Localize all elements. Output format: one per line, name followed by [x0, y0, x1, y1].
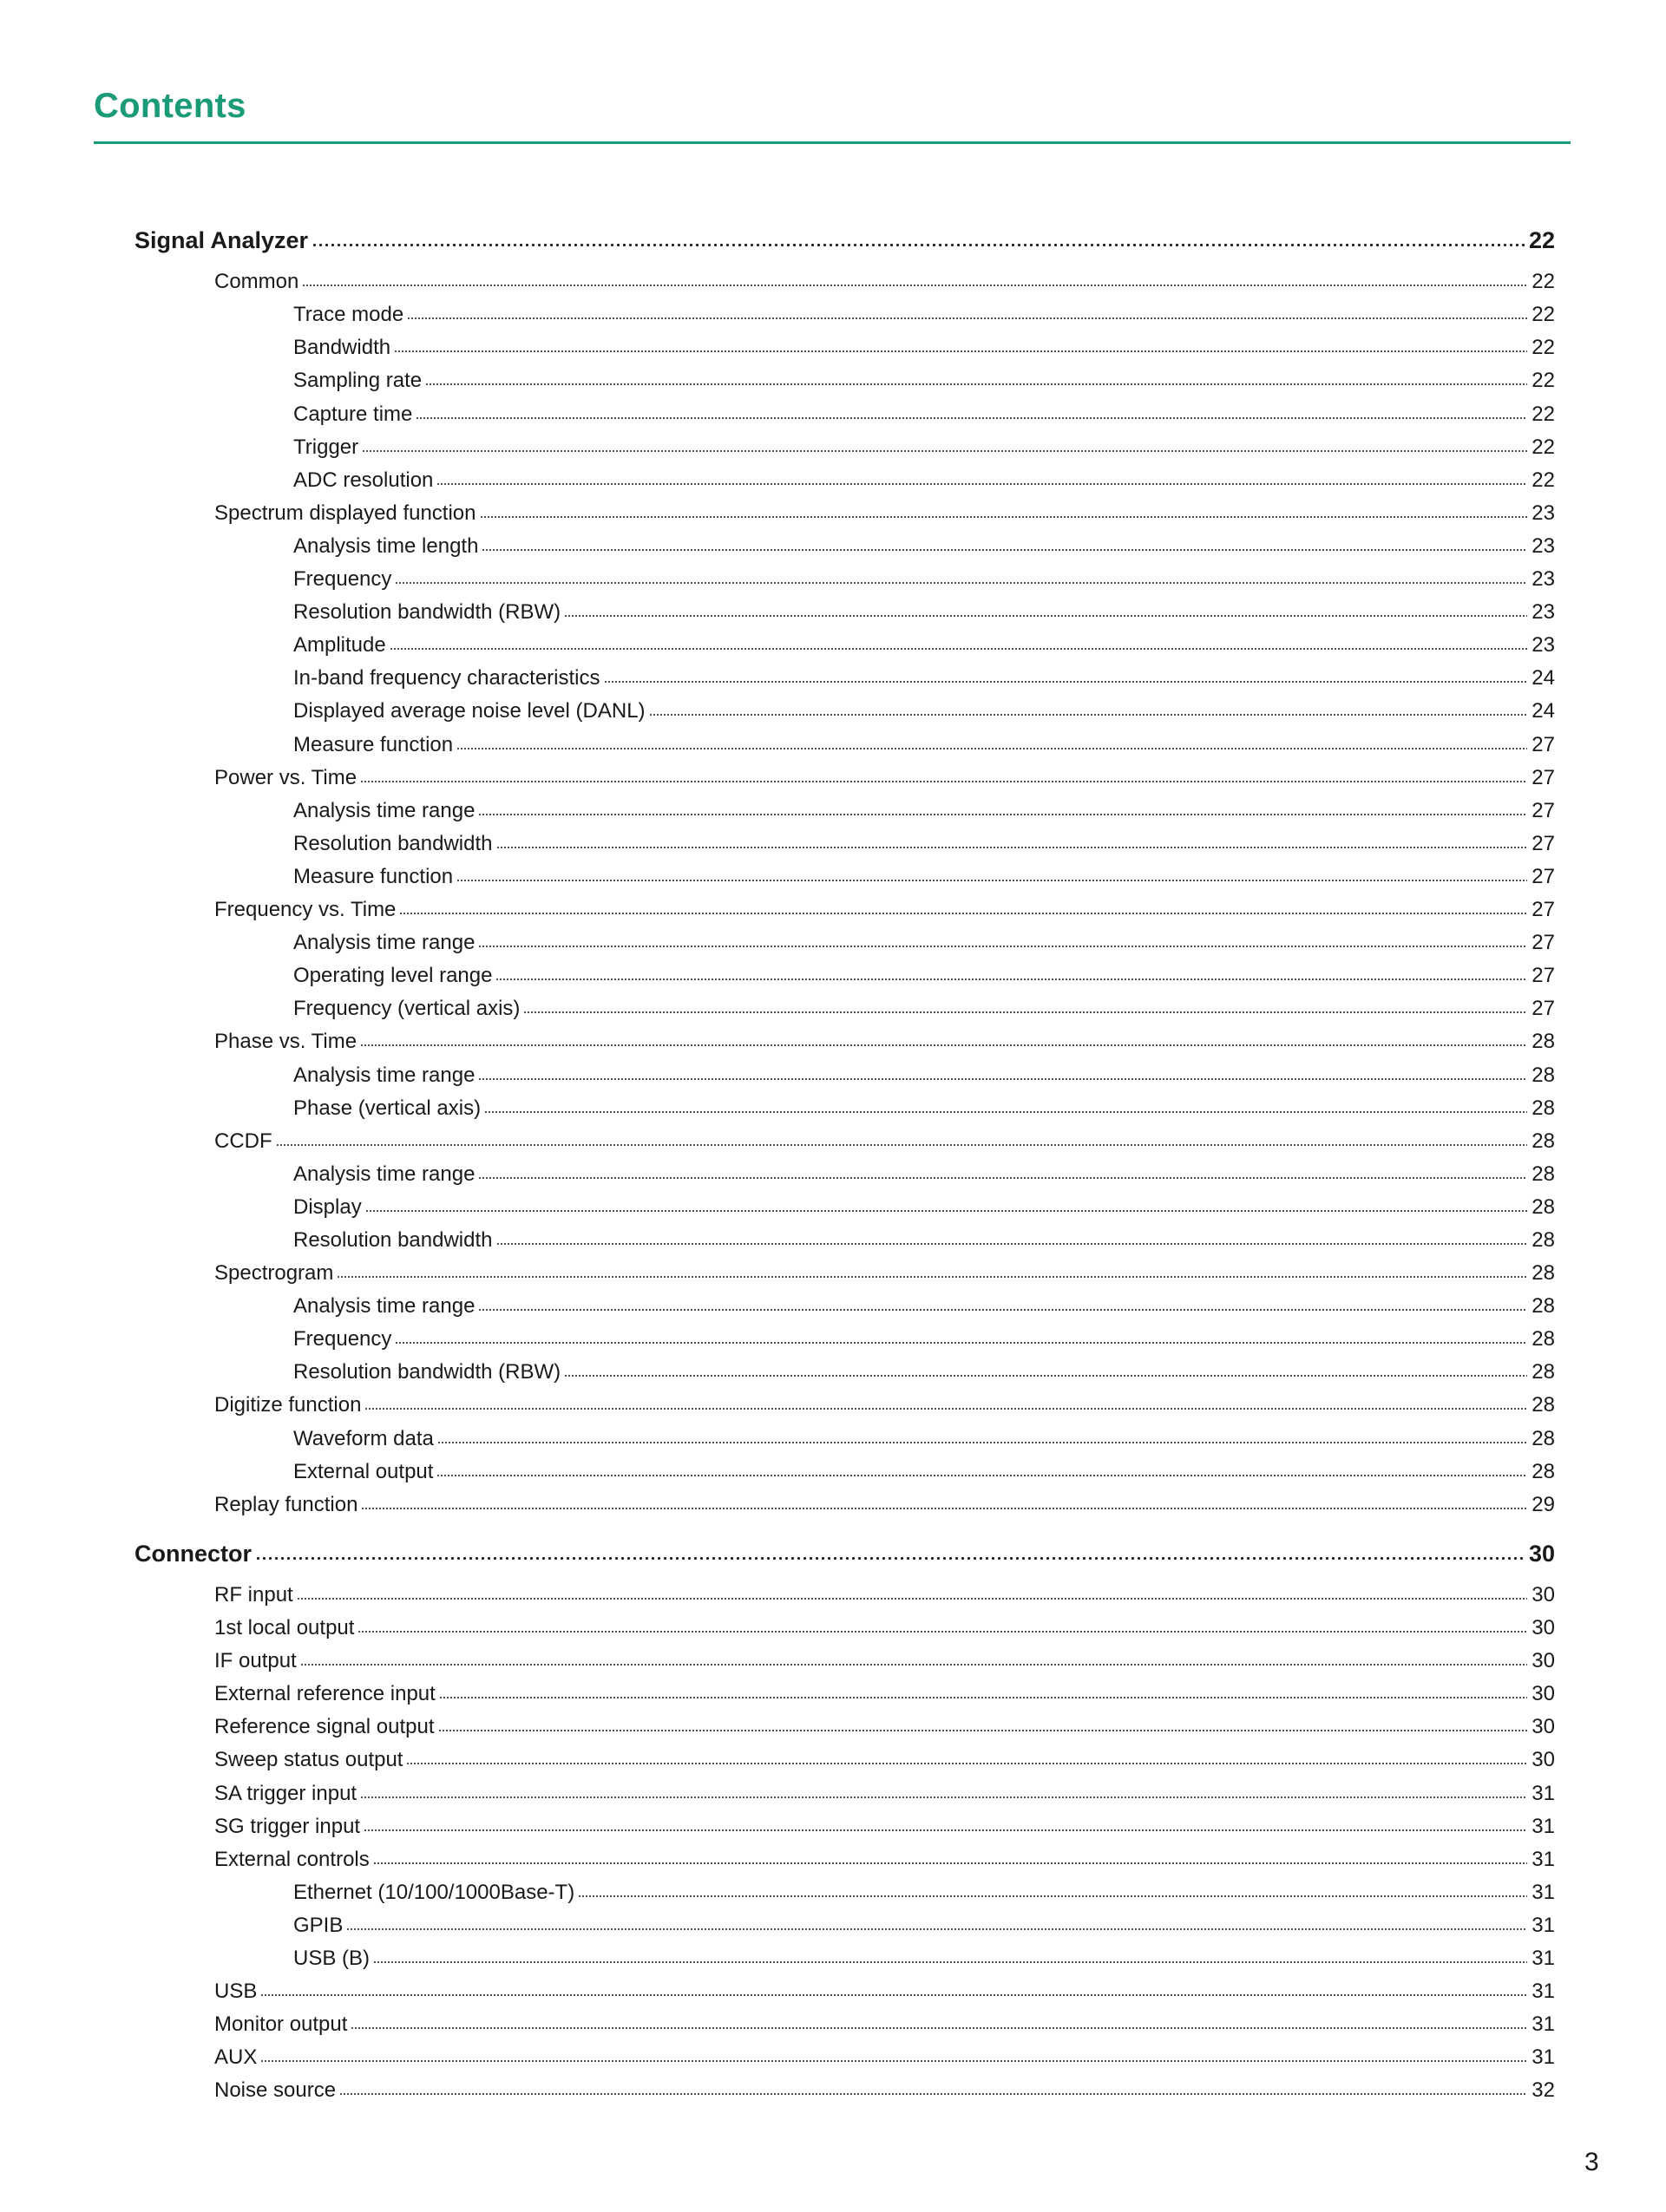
toc-label: Frequency (vertical axis): [293, 997, 521, 1020]
toc-leader-dots: [604, 680, 1527, 684]
toc-page-number: 32: [1532, 2078, 1555, 2102]
toc-entry[interactable]: [293, 1913, 1555, 1939]
toc-label: Power vs. Time: [214, 766, 357, 789]
page-number: 3: [1584, 2148, 1599, 2176]
toc-leader-dots: [478, 813, 1527, 816]
toc-page-number: 31: [1532, 1881, 1555, 1904]
toc-page-number: 30: [1532, 1649, 1555, 1672]
toc-page-number: 27: [1532, 898, 1555, 921]
toc-leader-dots: [407, 317, 1527, 320]
toc-leader-dots: [484, 1110, 1527, 1114]
toc-entry[interactable]: [214, 897, 1555, 923]
toc-label: Common: [214, 270, 299, 293]
toc-page-number: 22: [1532, 369, 1555, 392]
toc-page-number: 31: [1532, 1914, 1555, 1937]
toc-entry[interactable]: [293, 566, 1555, 592]
toc-entry[interactable]: [293, 1426, 1555, 1452]
toc-entry[interactable]: [293, 435, 1555, 461]
toc-leader-dots: [361, 1507, 1527, 1510]
toc-label: Monitor output: [214, 2012, 348, 2036]
toc-label: AUX: [214, 2045, 258, 2069]
toc-entry[interactable]: [293, 930, 1555, 956]
toc-label: Display: [293, 1195, 362, 1219]
toc-page-number: 27: [1532, 865, 1555, 888]
toc-page-number: 23: [1532, 534, 1555, 558]
toc-page-number: 22: [1532, 468, 1555, 492]
toc-label: Displayed average noise level (DANL): [293, 699, 646, 723]
toc-label: Connector: [134, 1541, 252, 1567]
toc-entry[interactable]: [214, 1648, 1555, 1674]
toc-entry[interactable]: [293, 468, 1555, 494]
toc-label: Frequency vs. Time: [214, 898, 397, 921]
toc-label: Digitize function: [214, 1393, 362, 1417]
toc-page-number: 29: [1532, 1493, 1555, 1516]
toc-leader-dots: [346, 1927, 1527, 1931]
toc-leader-dots: [312, 243, 1525, 247]
toc-leader-dots: [523, 1011, 1527, 1014]
toc-page-number: 24: [1532, 666, 1555, 690]
toc-label: Capture time: [293, 402, 413, 426]
toc-section[interactable]: [134, 1541, 1555, 1567]
toc-leader-dots: [395, 581, 1527, 585]
toc-label: Resolution bandwidth (RBW): [293, 1360, 561, 1384]
toc-page-number: 23: [1532, 501, 1555, 525]
toc-leader-dots: [425, 383, 1527, 386]
toc-entry[interactable]: [214, 765, 1555, 791]
toc-entry[interactable]: [214, 1615, 1555, 1641]
toc-page-number: 23: [1532, 600, 1555, 624]
toc-leader-dots: [395, 1341, 1527, 1345]
toc-page-number: 28: [1532, 1427, 1555, 1450]
toc-label: Bandwidth: [293, 336, 391, 359]
toc-leader-dots: [364, 1407, 1527, 1410]
toc-leader-dots: [362, 449, 1527, 453]
toc-page-number: 27: [1532, 733, 1555, 756]
toc-page-number: 30: [1532, 1682, 1555, 1705]
toc-label: Waveform data: [293, 1427, 434, 1450]
toc-label: Trigger: [293, 435, 359, 459]
toc-label: Frequency: [293, 1327, 392, 1351]
toc-leader-dots: [496, 1242, 1528, 1246]
toc-page-number: 31: [1532, 1848, 1555, 1871]
toc-page-number: 28: [1532, 1030, 1555, 1053]
toc-leader-dots: [495, 978, 1527, 981]
toc-entry[interactable]: [293, 798, 1555, 824]
toc-page-number: 30: [1532, 1616, 1555, 1639]
toc-label: Analysis time range: [293, 1294, 476, 1318]
toc-entry[interactable]: [293, 368, 1555, 394]
toc-entry[interactable]: [293, 698, 1555, 724]
toc-label: Sweep status output: [214, 1748, 403, 1771]
toc-label: Resolution bandwidth (RBW): [293, 600, 561, 624]
toc-page-number: 30: [1528, 1541, 1555, 1567]
toc-leader-dots: [496, 846, 1528, 849]
toc-leader-dots: [365, 1209, 1527, 1213]
toc-leader-dots: [480, 515, 1528, 519]
toc-entry[interactable]: [214, 1847, 1555, 1873]
toc-label: In-band frequency characteristics: [293, 666, 600, 690]
toc-entry[interactable]: [293, 302, 1555, 328]
toc-leader-dots: [439, 1696, 1527, 1699]
toc-entry[interactable]: [214, 501, 1555, 527]
toc-entry[interactable]: [293, 1194, 1555, 1221]
toc-page-number: 22: [1532, 336, 1555, 359]
toc-page-number: 22: [1532, 270, 1555, 293]
toc-leader-dots: [478, 1176, 1527, 1180]
toc-label: RF input: [214, 1583, 293, 1607]
toc-label: Reference signal output: [214, 1715, 435, 1738]
toc-leader-dots: [351, 2026, 1527, 2030]
toc-page-number: 28: [1532, 1228, 1555, 1252]
toc-label: Resolution bandwidth: [293, 832, 493, 855]
toc-entry[interactable]: [214, 1029, 1555, 1055]
toc-entry[interactable]: [293, 996, 1555, 1022]
toc-leader-dots: [373, 1862, 1527, 1865]
toc-label: SA trigger input: [214, 1782, 357, 1805]
toc-label: External output: [293, 1460, 434, 1483]
toc-page-number: 31: [1532, 1947, 1555, 1970]
toc-entry[interactable]: [214, 1260, 1555, 1286]
toc-label: Noise source: [214, 2078, 337, 2102]
toc-page-number: 28: [1532, 1460, 1555, 1483]
toc-leader-dots: [578, 1895, 1527, 1898]
toc-entry[interactable]: [293, 1227, 1555, 1253]
toc-label: USB (B): [293, 1947, 371, 1970]
toc-leader-dots: [436, 482, 1527, 486]
toc-entry[interactable]: [293, 599, 1555, 625]
toc-leader-dots: [357, 1630, 1527, 1633]
toc-page-number: 28: [1532, 1129, 1555, 1153]
toc-label: Amplitude: [293, 633, 386, 657]
toc-leader-dots: [260, 2059, 1527, 2063]
toc-leader-dots: [394, 350, 1527, 353]
toc-entry[interactable]: [293, 963, 1555, 989]
toc-page-number: 28: [1532, 1063, 1555, 1087]
toc-label: ADC resolution: [293, 468, 434, 492]
toc-leader-dots: [337, 1275, 1527, 1279]
toc-page-number: 27: [1532, 799, 1555, 822]
toc-entry[interactable]: [214, 1979, 1555, 2005]
toc-label: External controls: [214, 1848, 370, 1871]
toc-page-number: 31: [1532, 1815, 1555, 1838]
toc-entry[interactable]: [293, 1063, 1555, 1089]
toc-entry[interactable]: [293, 335, 1555, 361]
toc-label: IF output: [214, 1649, 297, 1672]
toc-label: GPIB: [293, 1914, 344, 1937]
toc-page-number: 23: [1532, 633, 1555, 657]
toc-label: Analysis time range: [293, 799, 476, 822]
toc-page-number: 30: [1532, 1748, 1555, 1771]
toc-leader-dots: [364, 1829, 1527, 1832]
toc-entry[interactable]: [214, 269, 1555, 295]
toc-label: Analysis time range: [293, 931, 476, 954]
toc-entry[interactable]: [293, 1096, 1555, 1122]
toc-entry[interactable]: [293, 1946, 1555, 1972]
toc-label: Analysis time range: [293, 1063, 476, 1087]
toc-entry[interactable]: [214, 1747, 1555, 1773]
toc-page-number: 22: [1532, 402, 1555, 426]
toc-page-number: 31: [1532, 1980, 1555, 2003]
toc-entry[interactable]: [293, 1162, 1555, 1188]
toc-leader-dots: [360, 1044, 1527, 1047]
toc-page-number: 28: [1532, 1294, 1555, 1318]
toc-leader-dots: [339, 2092, 1527, 2096]
toc-leader-dots: [399, 912, 1527, 915]
toc-leader-dots: [373, 1960, 1527, 1964]
toc-entry[interactable]: [293, 533, 1555, 560]
toc-entry[interactable]: [293, 1359, 1555, 1385]
toc-entry[interactable]: [214, 1582, 1555, 1608]
toc-label: SG trigger input: [214, 1815, 361, 1838]
toc-entry[interactable]: [214, 2045, 1555, 2071]
toc-label: Phase (vertical axis): [293, 1096, 482, 1120]
toc-page-number: 28: [1532, 1261, 1555, 1285]
toc-label: Analysis time range: [293, 1162, 476, 1186]
toc-leader-dots: [390, 647, 1527, 651]
toc-leader-dots: [260, 1993, 1527, 1997]
toc-leader-dots: [564, 614, 1527, 618]
toc-entry[interactable]: [293, 402, 1555, 428]
toc-entry[interactable]: [214, 2012, 1555, 2038]
toc-leader-dots: [302, 284, 1527, 287]
toc-label: Spectrogram: [214, 1261, 334, 1285]
toc-leader-dots: [360, 1796, 1527, 1799]
toc-label: Signal Analyzer: [134, 227, 309, 253]
toc-leader-dots: [437, 1441, 1527, 1444]
toc-page-number: 31: [1532, 2045, 1555, 2069]
toc-page-number: 31: [1532, 1782, 1555, 1805]
title-rule: [94, 141, 1571, 144]
toc-entry[interactable]: [214, 1681, 1555, 1707]
toc-page-number: 31: [1532, 2012, 1555, 2036]
toc-label: Sampling rate: [293, 369, 423, 392]
toc-page-number: 28: [1532, 1096, 1555, 1120]
toc-leader-dots: [276, 1143, 1527, 1147]
toc-page-number: 28: [1532, 1162, 1555, 1186]
toc-label: Frequency: [293, 567, 392, 591]
toc-entry[interactable]: [293, 665, 1555, 691]
toc-leader-dots: [438, 1729, 1528, 1732]
toc-page-number: 24: [1532, 699, 1555, 723]
toc-entry[interactable]: [293, 831, 1555, 857]
toc-page-number: 22: [1528, 227, 1555, 253]
toc-label: Resolution bandwidth: [293, 1228, 493, 1252]
toc-leader-dots: [478, 1308, 1527, 1312]
toc-leader-dots: [649, 713, 1527, 717]
toc-entry[interactable]: [214, 1814, 1555, 1840]
toc-page-number: 28: [1532, 1195, 1555, 1219]
toc-leader-dots: [478, 1077, 1527, 1081]
toc-entry[interactable]: [293, 732, 1555, 758]
toc-leader-dots: [482, 548, 1527, 552]
toc-label: Measure function: [293, 733, 454, 756]
toc-page-number: 30: [1532, 1583, 1555, 1607]
toc-page-number: 28: [1532, 1360, 1555, 1384]
toc-page-number: 30: [1532, 1715, 1555, 1738]
toc-leader-dots: [297, 1597, 1527, 1600]
toc-entry[interactable]: [293, 1459, 1555, 1485]
toc-leader-dots: [255, 1556, 1525, 1561]
toc-entry[interactable]: [214, 1392, 1555, 1418]
toc-label: USB: [214, 1980, 258, 2003]
toc-label: 1st local output: [214, 1616, 355, 1639]
toc-entry[interactable]: [293, 1880, 1555, 1906]
toc-leader-dots: [300, 1663, 1527, 1666]
toc-entry[interactable]: [214, 1492, 1555, 1518]
toc-page-number: 27: [1532, 931, 1555, 954]
toc-leader-dots: [436, 1474, 1527, 1477]
toc-leader-dots: [360, 780, 1527, 783]
toc-label: Ethernet (10/100/1000Base-T): [293, 1881, 575, 1904]
toc-page-number: 28: [1532, 1393, 1555, 1417]
toc-page-number: 28: [1532, 1327, 1555, 1351]
toc-entry[interactable]: [214, 2078, 1555, 2104]
page-title: Contents: [94, 87, 246, 125]
toc-entry[interactable]: [293, 864, 1555, 890]
toc-page-number: 27: [1532, 964, 1555, 987]
toc-entry[interactable]: [293, 1326, 1555, 1352]
toc-entry[interactable]: [214, 1129, 1555, 1155]
toc-label: Analysis time length: [293, 534, 479, 558]
toc-leader-dots: [478, 945, 1527, 948]
toc-label: Spectrum displayed function: [214, 501, 476, 525]
toc-leader-dots: [456, 879, 1527, 882]
toc-page-number: 23: [1532, 567, 1555, 591]
toc-label: CCDF: [214, 1129, 272, 1153]
toc-page-number: 27: [1532, 997, 1555, 1020]
toc-page-number: 27: [1532, 832, 1555, 855]
toc-section[interactable]: [134, 227, 1555, 253]
toc-page-number: 22: [1532, 303, 1555, 326]
toc-label: Phase vs. Time: [214, 1030, 357, 1053]
toc-leader-dots: [456, 747, 1527, 750]
toc-entry[interactable]: [293, 1293, 1555, 1319]
toc-page-number: 27: [1532, 766, 1555, 789]
toc-leader-dots: [416, 416, 1527, 420]
toc-entry[interactable]: [214, 1781, 1555, 1807]
toc-entry[interactable]: [214, 1714, 1555, 1740]
toc-label: Measure function: [293, 865, 454, 888]
toc-entry[interactable]: [293, 632, 1555, 658]
toc-label: Trace mode: [293, 303, 404, 326]
toc-page-number: 22: [1532, 435, 1555, 459]
toc-label: Operating level range: [293, 964, 493, 987]
toc-leader-dots: [406, 1762, 1527, 1765]
toc-label: External reference input: [214, 1682, 436, 1705]
toc-leader-dots: [564, 1374, 1527, 1378]
toc-label: Replay function: [214, 1493, 358, 1516]
